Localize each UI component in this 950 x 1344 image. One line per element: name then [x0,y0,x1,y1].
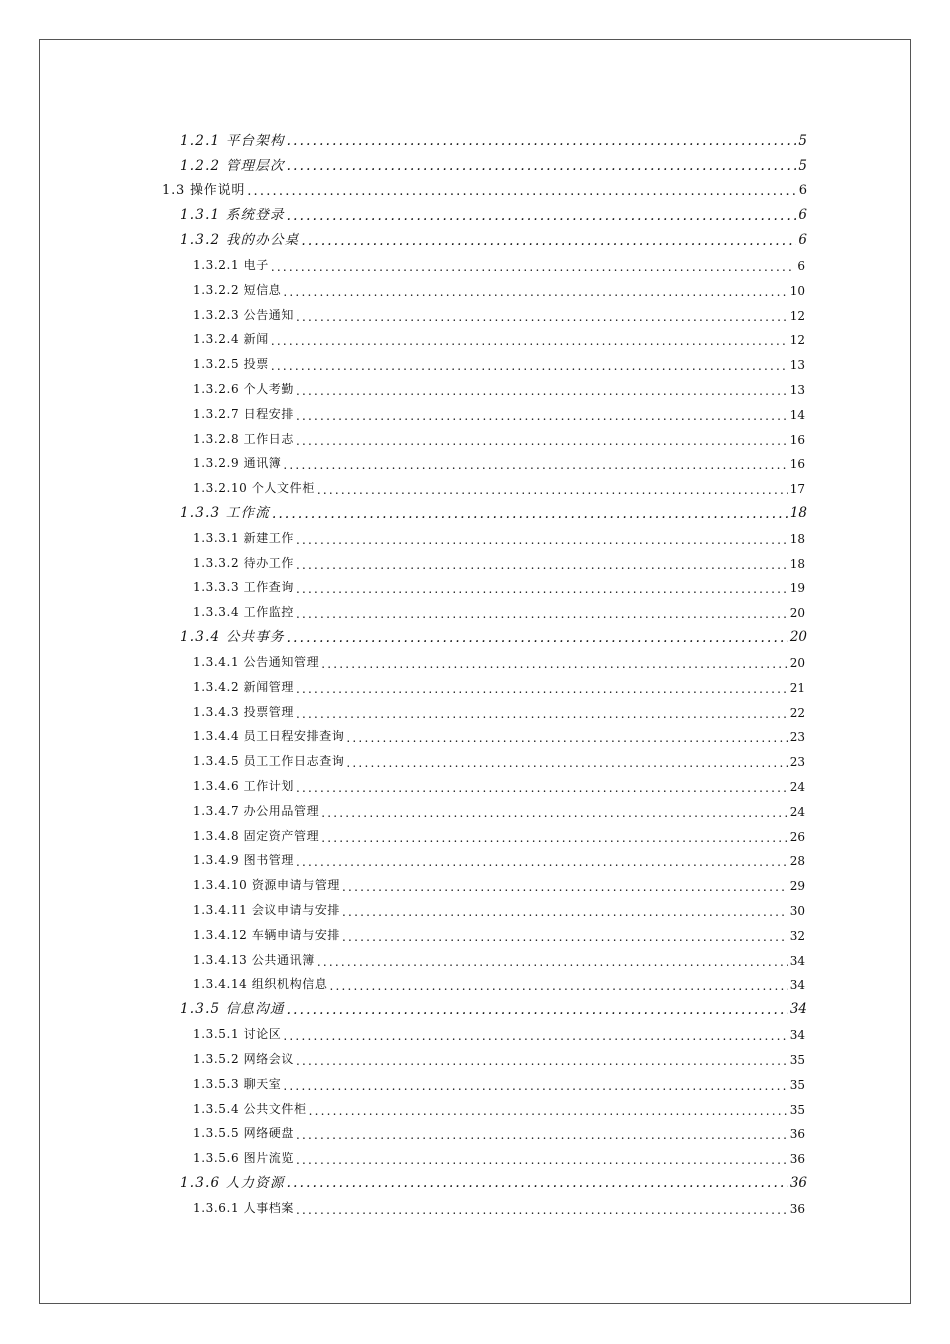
table-of-contents [0,124,950,1216]
toc-entry[interactable] [0,1117,950,1142]
toc-entry-label: 1.3.5.3 聊天室 [193,1076,282,1091]
toc-dot-leader [346,732,787,744]
toc-entry[interactable] [0,521,950,546]
toc-entry[interactable] [0,1092,950,1117]
toc-entry-label: 1.3.5.1 讨论区 [193,1027,282,1042]
toc-entry[interactable] [0,992,950,1017]
toc-entry-label: 1.3.4.10 资源申请与管理 [193,878,341,893]
toc-entry-page: 32 [789,928,805,943]
toc-entry-page: 36 [789,1174,807,1191]
toc-entry-page: 18 [789,556,805,571]
toc-entry-page: 35 [789,1052,805,1067]
toc-entry-page: 22 [789,705,805,720]
toc-entry-page: 36 [789,1127,805,1142]
toc-entry-page: 36 [789,1152,805,1167]
toc-entry-page: 17 [789,482,805,497]
toc-entry[interactable] [0,868,950,893]
toc-entry-label: 1.3.4.2 新闻管理 [193,679,294,694]
toc-dot-leader [342,881,788,893]
toc-entry-page: 34 [789,1001,807,1018]
toc-entry-label: 1.3.6.1 人事档案 [193,1200,294,1215]
toc-dot-leader [271,335,788,347]
toc-entry[interactable] [0,1191,950,1216]
toc-entry-label: 1.3.2.8 工作日志 [193,431,294,446]
toc-entry[interactable] [0,918,950,943]
toc-entry-label: 1.3.4.7 办公用品管理 [193,803,320,818]
toc-dot-leader [296,435,788,447]
toc-dot-leader [321,832,788,844]
toc-entry[interactable] [0,670,950,695]
toc-entry-page: 14 [789,407,805,422]
toc-entry-label: 1.3.4.3 投票管理 [193,704,294,719]
toc-dot-leader [329,980,787,992]
toc-entry[interactable] [0,397,950,422]
toc-dot-leader [342,906,788,918]
toc-entry[interactable] [0,844,950,869]
toc-entry[interactable] [0,323,950,348]
toc-dot-leader [296,683,788,695]
toc-entry-label: 1.3.4.4 员工日程安排查询 [193,729,345,744]
toc-entry[interactable] [0,546,950,571]
toc-entry[interactable] [0,471,950,496]
toc-entry[interactable] [0,695,950,720]
toc-dot-leader [296,608,788,620]
toc-entry-label: 1.3.6 人力资源 [180,1171,287,1191]
toc-entry-label: 1.3.2.7 日程安排 [193,406,294,421]
toc-entry-label: 1.2.1 平台架构 [180,129,287,149]
toc-entry-page: 6 [798,232,807,249]
toc-entry[interactable] [0,223,950,248]
toc-entry[interactable] [0,595,950,620]
toc-entry-page: 10 [789,283,805,298]
toc-entry-label: 1.3.3.4 工作监控 [193,605,294,620]
toc-dot-leader [296,583,788,595]
toc-entry-page: 19 [789,581,805,596]
toc-entry-label: 1.3.4.1 公告通知管理 [193,654,320,669]
toc-entry-label: 1.3.2.3 公告通知 [193,307,294,322]
toc-entry-page: 16 [789,457,805,472]
toc-entry[interactable] [0,372,950,397]
toc-entry-label: 1.3.3.3 工作查询 [193,580,294,595]
toc-entry[interactable] [0,273,950,298]
toc-dot-leader [283,1030,787,1042]
toc-dot-leader [296,708,788,720]
toc-entry-label: 1.3.4.5 员工工作日志查询 [193,754,345,769]
toc-dot-leader [283,459,787,471]
toc-entry[interactable] [0,968,950,993]
toc-dot-leader [296,410,788,422]
toc-entry[interactable] [0,769,950,794]
toc-dot-leader [346,757,787,769]
toc-entry-label: 1.3.4.9 图书管理 [193,853,294,868]
toc-dot-leader [271,261,796,273]
toc-entry-label: 1.3.5 信息沟通 [180,997,287,1017]
toc-entry-label: 1.3.2.4 新闻 [193,332,269,347]
toc-dot-leader [296,1055,788,1067]
toc-entry-label: 1.3.2.10 个人文件柜 [193,481,315,496]
toc-entry-page: 28 [789,854,805,869]
toc-entry-page: 20 [789,655,805,670]
toc-dot-leader [287,160,797,174]
toc-entry[interactable] [0,198,950,223]
toc-dot-leader [272,508,788,522]
toc-entry-label: 1.3.2 我的办公桌 [180,228,301,248]
toc-entry-page: 18 [789,531,805,546]
toc-entry-page: 34 [789,1028,805,1043]
toc-entry-page: 13 [789,358,805,373]
toc-entry[interactable] [0,893,950,918]
toc-dot-leader [296,385,788,397]
toc-entry-page: 6 [798,183,807,199]
toc-entry-label: 1.3.3 工作流 [180,501,272,521]
toc-entry[interactable] [0,496,950,521]
toc-dot-leader [296,311,788,323]
toc-entry-page: 30 [789,904,805,918]
toc-entry[interactable] [0,1042,950,1067]
toc-entry[interactable] [0,744,950,769]
toc-dot-leader [296,534,788,546]
toc-entry-label: 1.3.2.1 电子 [193,257,269,272]
toc-entry-label: 1.3.2.9 通讯簿 [193,456,282,471]
toc-dot-leader [296,782,788,794]
toc-entry-label: 1.3.2.5 投票 [193,357,269,372]
toc-entry[interactable] [0,298,950,323]
toc-dot-leader [321,807,788,819]
toc-entry-label: 1.3.5.5 网络硬盘 [193,1126,294,1141]
toc-entry[interactable] [0,447,950,472]
toc-entry-label: 1.3.5.6 图片流览 [193,1151,294,1166]
toc-entry-page: 23 [789,730,805,745]
toc-entry-page: 26 [789,829,805,844]
toc-dot-leader [287,632,788,646]
toc-entry-label: 1.3.4.11 会议申请与安排 [193,903,341,917]
toc-entry-page: 18 [789,505,807,521]
toc-entry[interactable] [0,174,950,199]
toc-entry-label: 1.3.3.1 新建工作 [193,530,294,545]
toc-entry[interactable] [0,124,950,149]
toc-entry-label: 1.3.4.12 车辆申请与安排 [193,927,341,942]
toc-entry-page: 20 [789,606,805,621]
toc-entry[interactable] [0,1141,950,1166]
toc-dot-leader [271,360,788,372]
toc-dot-leader [296,1204,788,1216]
toc-entry-page: 23 [789,755,805,770]
toc-entry[interactable] [0,1017,950,1042]
toc-entry-page: 12 [789,308,805,323]
toc-entry-label: 1.3.4 公共事务 [180,625,287,645]
toc-entry[interactable] [0,149,950,174]
toc-entry-page: 5 [798,157,807,174]
toc-dot-leader [287,1004,788,1018]
toc-entry-page: 35 [789,1077,805,1092]
toc-entry[interactable] [0,1067,950,1092]
toc-entry-page: 24 [789,804,805,819]
toc-entry[interactable] [0,645,950,670]
toc-dot-leader [309,1105,788,1117]
toc-entry-label: 1.3 操作说明 [162,179,247,198]
toc-dot-leader [296,1154,788,1166]
toc-entry[interactable] [0,347,950,372]
toc-dot-leader [283,1080,787,1092]
toc-entry-label: 1.3.5.4 公共文件柜 [193,1101,307,1116]
toc-entry[interactable] [0,819,950,844]
toc-entry-page: 29 [789,879,805,894]
toc-entry-page: 13 [789,382,805,397]
toc-entry-label: 1.3.3.2 待办工作 [193,555,294,570]
toc-dot-leader [296,559,788,571]
toc-entry-page: 16 [789,432,805,447]
toc-dot-leader [287,1177,788,1191]
toc-entry[interactable] [0,422,950,447]
toc-entry-page: 24 [789,779,805,794]
toc-entry-label: 1.2.2 管理层次 [180,154,287,174]
toc-entry-label: 1.3.4.13 公共通讯簿 [193,952,315,967]
toc-entry-page: 12 [789,333,805,348]
toc-entry-label: 1.3.4.14 组织机构信息 [193,977,328,992]
toc-entry-label: 1.3.1 系统登录 [180,203,287,223]
toc-entry-page: 21 [789,680,805,695]
toc-dot-leader [317,484,788,496]
toc-entry-label: 1.3.2.2 短信息 [193,282,282,297]
toc-entry[interactable] [0,1166,950,1191]
toc-dot-leader [301,235,796,249]
toc-entry-label: 1.3.5.2 网络会议 [193,1051,294,1066]
toc-entry-page: 34 [789,978,805,993]
toc-entry-page: 6 [797,258,805,273]
toc-entry[interactable] [0,943,950,968]
toc-dot-leader [296,856,788,868]
toc-entry-page: 20 [789,629,807,646]
toc-entry[interactable] [0,248,950,273]
toc-entry[interactable] [0,794,950,819]
toc-entry-label: 1.3.4.8 固定资产管理 [193,828,320,843]
toc-dot-leader [342,931,788,943]
toc-entry-page: 36 [789,1201,805,1216]
toc-entry-page: 35 [789,1102,805,1117]
toc-dot-leader [287,135,797,149]
toc-entry-page: 6 [798,207,807,224]
toc-dot-leader [321,658,788,670]
toc-dot-leader [283,286,787,298]
toc-entry[interactable] [0,720,950,745]
toc-entry-page: 34 [789,953,805,968]
toc-dot-leader [247,185,797,198]
toc-dot-leader [317,956,788,968]
toc-entry-page: 5 [798,132,807,149]
toc-entry[interactable] [0,620,950,645]
toc-entry-label: 1.3.2.6 个人考勤 [193,381,294,396]
toc-dot-leader [296,1129,788,1141]
toc-entry[interactable] [0,571,950,596]
toc-dot-leader [287,210,797,224]
toc-entry-label: 1.3.4.6 工作计划 [193,778,294,793]
